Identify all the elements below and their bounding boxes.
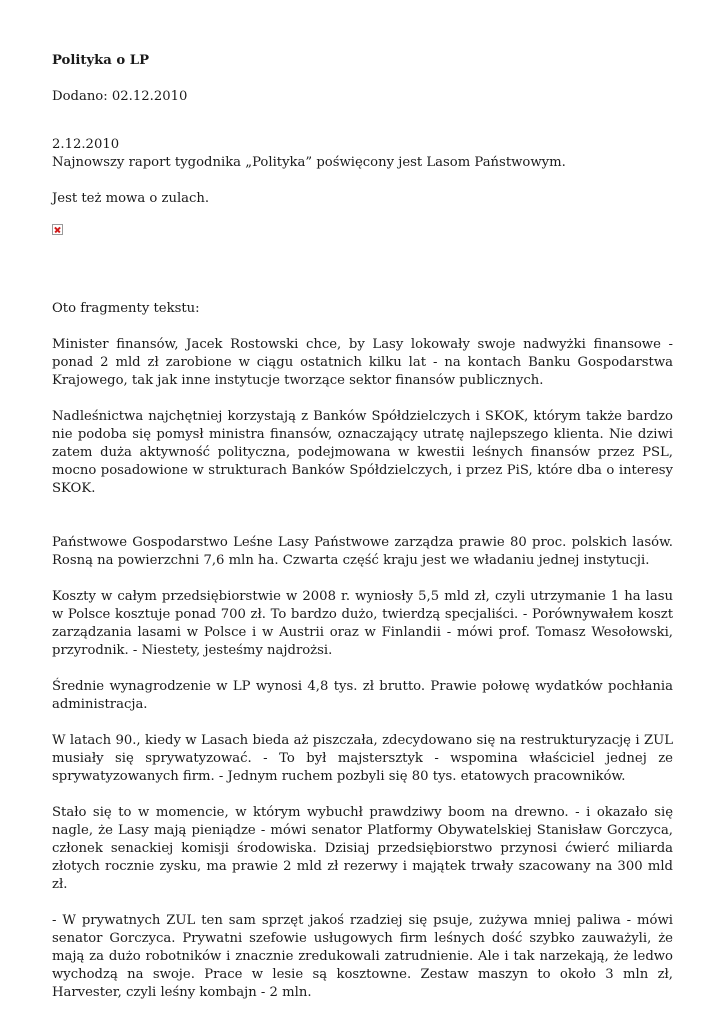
paragraph: Stało się to w momencie, w którym wybuchł prawdziwy boom na drewno. - i okazało się nagle, że Lasy mają pieniądze - mówi senator Platformy Obywatelskiej Stanisław Gorczyca, członek senackiej komisji środowiska. Dzisiaj przedsiębiorstwo przynosi ćwierć miliarda złotych rocznie zysku, ma prawie 2 mld zł rezerwy i majątek trwały szacowany na 300 mld zł. [52, 805, 673, 892]
added-date: Dodano: 02.12.2010 [52, 89, 188, 104]
paragraph: Minister finansów, Jacek Rostowski chce, by Lasy lokowały swoje nadwyżki finansowe - ponad 2 mld zł zarobione w ciągu ostatnich kilku lat - na kontach Banku Gospodarstwa Krajowego, tak jak inne instytucje tworzące sektor finansów publicznych. [52, 337, 673, 388]
lead-text: Najnowszy raport tygodnika „Polityka” poświęcony jest Lasom Państwowym. [52, 155, 566, 170]
paragraph: Nadleśnictwa najchętniej korzystają z Banków Spółdzielczych i SKOK, którym także bardzo nie podoba się pomysł ministra finansów, oznaczający utratę najlepszego klienta. Nie dziwi zatem duża aktywność polityczna, podejmowana w kwestii leśnych finansów przez PSL, mocno posadowione w strukturach Banków Spółdzielczych, i przez PiS, które dba o interesy SKOK. [52, 409, 673, 496]
paragraph: Koszty w całym przedsiębiorstwie w 2008 r. wyniosły 5,5 mld zł, czyli utrzymanie 1 ha lasu w Polsce kosztuje ponad 700 zł. To bardzo dużo, twierdzą specjaliści. - Porównywałem koszt zarządzania lasami w Polsce i w Austrii oraz w Finlandii - mówi prof. Tomasz Wesołowski, przyrodnik. - Niestety, jesteśmy najdrożsi. [52, 589, 673, 658]
paragraph: Średnie wynagrodzenie w LP wynosi 4,8 tys. zł brutto. Prawie połowę wydatków pochłania administracja. [52, 679, 673, 712]
paragraph: Państwowe Gospodarstwo Leśne Lasy Państwowe zarządza prawie 80 proc. polskich lasów. Rosną na powierzchni 7,6 mln ha. Czwarta część kraju jest we władaniu jednej instytucji. [52, 535, 673, 568]
paragraph: - W prywatnych ZUL ten sam sprzęt jakoś rzadziej się psuje, zużywa mniej paliwa - mówi senator Gorczyca. Prywatni szefowie usługowych firm leśnych dość szybko zauważyli, że mają za dużo robotników i znacznie zredukowali zatrudnienie. Ale i tak narzekają, że ledwo wychodzą na swoje. Prace w lesie są kosztowne. Zestaw maszyn to około 3 mln zł, Harvester, czyli leśny kombajn - 2 mln. [52, 913, 673, 1000]
article-title: Polityka o LP [52, 53, 149, 68]
fragments-intro: Oto fragmenty tekstu: [52, 301, 200, 316]
article-image [52, 224, 673, 236]
article [52, 52, 673, 1002]
zul-note: Jest też mowa o zulach. [52, 191, 210, 206]
article-date: 2.12.2010 [52, 137, 120, 152]
broken-image-icon [52, 224, 63, 235]
paragraph: W latach 90., kiedy w Lasach bieda aż piszczała, zdecydowano się na restrukturyzację i ZUL musiały się sprywatyzować. - To był majstersztyk - wspomina właściciel jednej ze sprywatyzowanych firm. - Jednym ruchem pozbyli się 80 tys. etatowych pracowników. [52, 733, 673, 784]
